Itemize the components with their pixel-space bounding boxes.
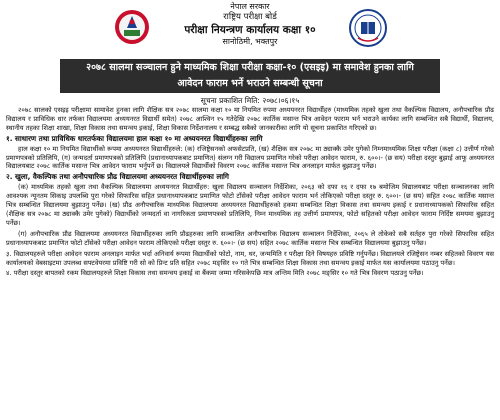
- nepal-emblem-icon: [112, 8, 152, 46]
- section-2-ga-text: (ग) अनौपचारिक प्रौढ विद्यालयमा अध्ययनरत विद्यार्थीहरुका लागि प्रौढहरुका लागि सञ्चालित अनौपचारिक विद्यालय सञ्चालन निर्देशिका, २०६५ ले तोकेको सबै सर्तहरु पुरा गरेको सिफारिस सहित प्रधानाध्यापकबाट प्रमाणित फोटो टाँसेको परीक्षा आवेदन फाराम तोकिएको परीक्षा दस्तुर रु. ६००।- (छ सय) सहित २०७८ कार्तिक मसान्त भित्र सम्बन्धित विद्यालयमा बुझाउनु पर्नेछ।: [6, 229, 494, 247]
- header-line-government: नेपाल सरकार: [230, 2, 270, 11]
- section-4-text: ४. परीक्षा दस्तुर बापतको रकम विद्यालयहरुले शिक्षा विकास तथा समन्वय इकाई वा बैंकमा जम्मा गरिसकेपछि मात्र अन्तिम मिति २०७८ मङ्सिर १० गते भित्र विवरण पठाउनु पर्नेछ।: [6, 269, 424, 278]
- notice-header: [0, 0, 500, 58]
- header-line-board: राष्ट्रिय परीक्षा बोर्ड: [223, 12, 277, 22]
- section-2-ka-text: (क) माध्यमिक तहको खुला तथा वैकल्पिक विद्यालयमा अध्ययनरत विद्यार्थीहरु: खुला विद्यालय सञ्चालन निर्देशिका, २०६३ को दफा १६ र दफा १७ बमोजिम विद्यालयबाट परीक्षा सञ्चालनका लागि आवश्यक न्यूनतम सिकाइ उपलब्धि पुरा गरेको सिफारिस सहित प्रधानाध्यापकबाट प्रमाणित फोटो टाँसेको परीक्षा आवेदन फाराम भर्न तोकिएको परीक्षा दस्तुर रु. ६००।- (छ सय) सहित २०७८ कार्तिक मसान्त भित्र सम्बन्धित विद्यालयमा बुझाउनु पर्नेछ। (ख) प्रौढ अनौपचारिक माध्यमिक विद्यालयमा अध्ययनरत विद्यार्थीहरुको हकमा सम्बन्धित शिक्षा विकास तथा समन्वय इकाई र प्रधानाध्यापकको सिफारिस सहित (शैक्षिक सत्र २०७८ मा ठ्याक्कै उमेर पुगेको) विद्यार्थीको जन्मदर्ता वा नागरिकता प्रमाणपत्रको प्रतिलिपि, निम्न माध्यमिक तह उत्तीर्ण प्रमाणपत्र, फोटो सहितको परीक्षा आवेदन फाराम निर्दिष्ट समयमा बुझाउनु पर्नेछ।: [6, 183, 494, 227]
- title-line-2: आवेदन फाराम भर्ने भराउने सम्बन्धी सूचना: [177, 78, 323, 89]
- header-text-block: [150, 2, 350, 47]
- section-1-heading: १. साधारण तथा प्राविधिक धारतर्फका विद्यालयमा हाल कक्षा १० मा अध्ययनरत विद्यार्थीहरुका लागि: [6, 133, 263, 143]
- section-3-text: ३. विद्यालयहरुले परीक्षा आवेदन फाराम अनलाइन मार्फत भर्दा अनिवार्य रूपमा विद्यार्थीको फोटो, नाम, थर, जन्ममिति र परीक्षा दिने विषयहरु प्रविष्टि गर्नुपर्नेछ। विद्यालयले रजिष्ट्रेसन नम्बर सहितको विवरण यस कार्यालयको वेबसाइटमा उपलब्ध सफ्टवेयरमा प्रविष्टि गरी सो को प्रिन्ट प्रति सहित २०७८ मङ्सिर १० गते भित्र सम्बन्धित शिक्षा विकास तथा समन्वय इकाई मार्फत यस कार्यालयमा पठाउनु पर्नेछ।: [6, 249, 494, 267]
- header-line-office: परीक्षा नियन्त्रण कार्यालय कक्षा १०: [184, 24, 316, 36]
- exam-board-logo-icon: [348, 8, 388, 48]
- notice-title-box: [60, 59, 440, 93]
- section-2-heading: २. खुला, वैकल्पिक तथा अनौपचारिक प्रौढ विद्यालयमा अध्ययनरत विद्यार्थीहरुका लागि: [6, 172, 229, 182]
- publication-date: सूचना प्रकाशित मिति: २०७८।०६।१५: [200, 96, 300, 105]
- intro-paragraph: २०७८ सालको एसइइ परीक्षामा सामावेश हुनका लागि शैक्षिक सत्र २०७८ सालमा कक्षा १० मा नियमित रुपमा अध्ययनरत विद्यार्थीहरु (माध्यमिक तहको खुला तथा वैकल्पिक विद्यालय, अनौपचारिक प्रौढ विद्यालय र प्राविधिक धार तर्फका विद्यालयमा अध्ययनरत विद्यार्थी समेत) २०७८ आश्विन १५ गतेदेखि २०७८ कार्तिक मसान्त भित्र आवेदन फाराम भर्न भराउने कार्यका लागि सम्बन्धित सबै विद्यार्थी, विद्यालय, स्थानीय तहका शिक्षा शाखा, शिक्षा विकास तथा समन्वय इकाई, शिक्षा विकास निर्देशनालय र सम्बद्ध सबैको जानकारीका लागि यो सूचना प्रकाशित गरिएको छ।: [6, 106, 494, 132]
- header-line-address: सानोठिमी, भक्तपुर: [222, 37, 278, 46]
- title-line-1: २०७८ सालमा सञ्चालन हुने माध्यमिक शिक्षा परीक्षा कक्षा-१० (एसइइ) मा समावेश हुनका लागि: [86, 62, 414, 73]
- section-1-text: हाल कक्षा १० मा नियमित विद्यार्थीको रूपमा अध्ययनरत विद्यार्थीहरुले: (क) रजिष्ट्रेसनको अफसेटप्रति, (ख) शैक्षिक सत्र २०७८ मा ठ्याक्कै उमेर पुगेको निम्नमाध्यमिक शिक्षा परीक्षा (कक्षा ८) उत्तीर्ण गरेको प्रमाणपत्रको प्रतिलिपि, (ग) जन्मदर्ता प्रमाणपत्रको प्रतिलिपि (प्रधानाध्यापकबाट प्रमाणित) संलग्न गरी विद्यालय प्रमाणित गरेको परीक्षा आवेदन फाराम, रु. ६००।- (छ सय) परीक्षा दस्तुर बुझाई आफू अध्ययनरत विद्यालयबाट २०७८ कार्तिक मसान्त भित्र आवेदन फाराम भर्नुपर्ने छ। विद्यालयले विद्यार्थीको विवरण २०७८ कार्तिक मसान्त भित्र अनलाइन मार्फत बुझाउनु पर्नेछ।: [6, 144, 494, 171]
- notice-body: [6, 106, 494, 280]
